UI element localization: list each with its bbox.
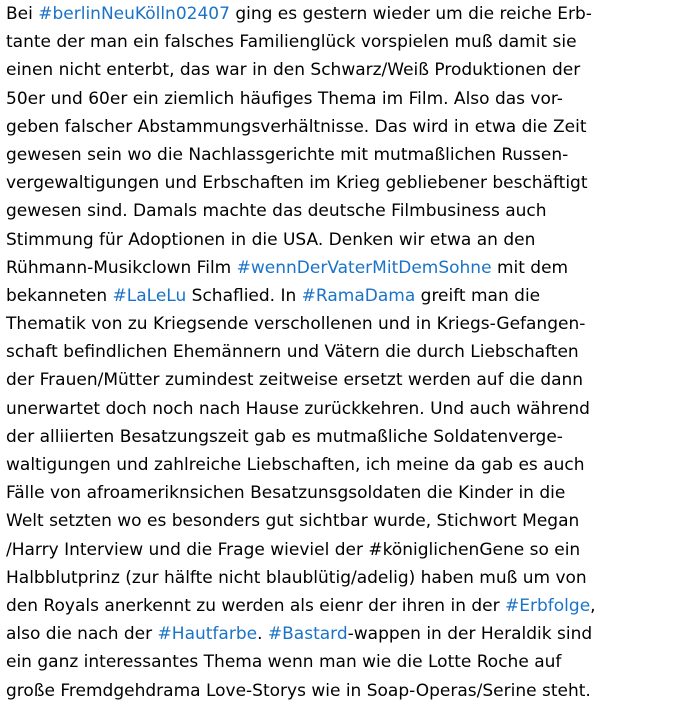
text-segment: der Frauen/Mütter zumindest zeitweise ersetzt werden auf die dann <box>6 370 584 391</box>
hashtag-link[interactable]: #RamaDama <box>301 285 416 306</box>
text-line <box>6 0 682 28</box>
text-segment: Schaflied. In <box>186 285 302 306</box>
text-segment: ging es gestern wieder um die reiche Erb- <box>229 4 592 24</box>
text-line <box>6 85 682 113</box>
text-segment: gewesen sein wo die Nachlassgerichte mit mutmaßlichen Russen- <box>6 144 569 165</box>
text-line <box>6 451 682 479</box>
text-line <box>6 254 682 282</box>
text-line <box>6 592 682 620</box>
text-line <box>6 536 682 564</box>
text-segment: Rühmann-Musikclown Film <box>6 257 237 278</box>
hashtag-link[interactable]: #Hautfarbe <box>157 624 258 645</box>
text-line <box>6 56 682 84</box>
text-line <box>6 395 682 423</box>
text-segment: 50er und 60er ein ziemlich häufiges Thema im Film. Also das vor- <box>6 88 563 109</box>
text-line <box>6 366 682 394</box>
text-line <box>6 28 682 56</box>
text-segment: /Harry Interview und die Frage wieviel der #königlichenGene so ein <box>6 539 581 560</box>
text-segment: tante der man ein falsches Familienglück vorspielen muß damit sie <box>6 32 577 53</box>
text-line <box>6 648 682 676</box>
text-segment: Welt setzten wo es besonders gut sichtbar wurde, Stichwort Megan <box>6 511 580 532</box>
text-segment: ein ganz interessantes Thema wenn man wie die Lotte Roche auf <box>6 652 562 673</box>
text-line <box>6 113 682 141</box>
text-segment: Stimmung für Adoptionen in die USA. Denken wir etwa an den <box>6 229 536 250</box>
text-segment: schaft befindlichen Ehemännern und Vätern die durch Liebschaften <box>6 342 579 363</box>
text-segment: waltigungen und zahlreiche Liebschaften, ich meine da gab es auch <box>6 455 585 475</box>
text-segment: Halbblutprinz (zur hälfte nicht blaublütig/adelig) haben muß um von <box>6 567 587 588</box>
text-line <box>6 141 682 169</box>
text-segment: greift man die <box>415 285 541 306</box>
text-segment: einen nicht enterbt, das war in den Schwarz/Weiß Produktionen der <box>6 60 581 81</box>
text-segment: große Fremdgehdrama Love-Storys wie in Soap-Operas/Serine steht. <box>6 680 591 701</box>
text-segment: Fälle von afroameriknsichen Besatzunsgsoldaten die Kinder in die <box>6 483 566 504</box>
text-line <box>6 197 682 225</box>
text-line <box>6 310 682 338</box>
text-segment: unerwartet doch noch nach Hause zurückkehren. Und auch während <box>6 398 590 419</box>
text-segment: geben falscher Abstammungsverhältnisse. Das wird in etwa die Zeit <box>6 116 587 137</box>
text-line <box>6 479 682 507</box>
text-segment: also die nach der <box>6 624 158 645</box>
hashtag-link[interactable]: #Erbfolge <box>505 595 591 616</box>
text-segment: -wappen in der Heraldik sind <box>347 624 593 645</box>
text-line <box>6 507 682 535</box>
text-segment: den Royals anerkennt zu werden als eienr der ihren in der <box>6 595 506 616</box>
text-line <box>6 169 682 197</box>
hashtag-link[interactable]: #LaLeLu <box>112 285 187 306</box>
text-segment: bekanneten <box>6 285 113 306</box>
text-segment: der alliierten Besatzungszeit gab es mutmaßliche Soldatenverge- <box>6 426 563 447</box>
hashtag-link[interactable]: #Bastard <box>267 624 348 645</box>
text-segment: . <box>257 624 268 645</box>
text-line <box>6 226 682 254</box>
hashtag-link[interactable]: #berlinNeuKölln02407 <box>38 4 230 24</box>
text-segment: gewesen sind. Damals machte das deutsche Filmbusiness auch <box>6 201 547 222</box>
text-line <box>6 620 682 648</box>
text-line <box>6 338 682 366</box>
text-segment: Bei <box>6 4 39 24</box>
text-line <box>6 677 682 705</box>
hashtag-link[interactable]: #wennDerVaterMitDemSohne <box>236 257 492 278</box>
text-line <box>6 564 682 592</box>
text-line <box>6 423 682 451</box>
post-text <box>6 0 682 705</box>
text-segment: , <box>590 595 596 616</box>
text-segment: vergewaltigungen und Erbschaften im Krieg gebliebener beschäftigt <box>6 173 588 194</box>
text-line <box>6 282 682 310</box>
text-segment: Thematik von zu Kriegsende verschollenen und in Kriegs-Gefangen- <box>6 314 586 335</box>
text-segment: mit dem <box>491 257 569 278</box>
